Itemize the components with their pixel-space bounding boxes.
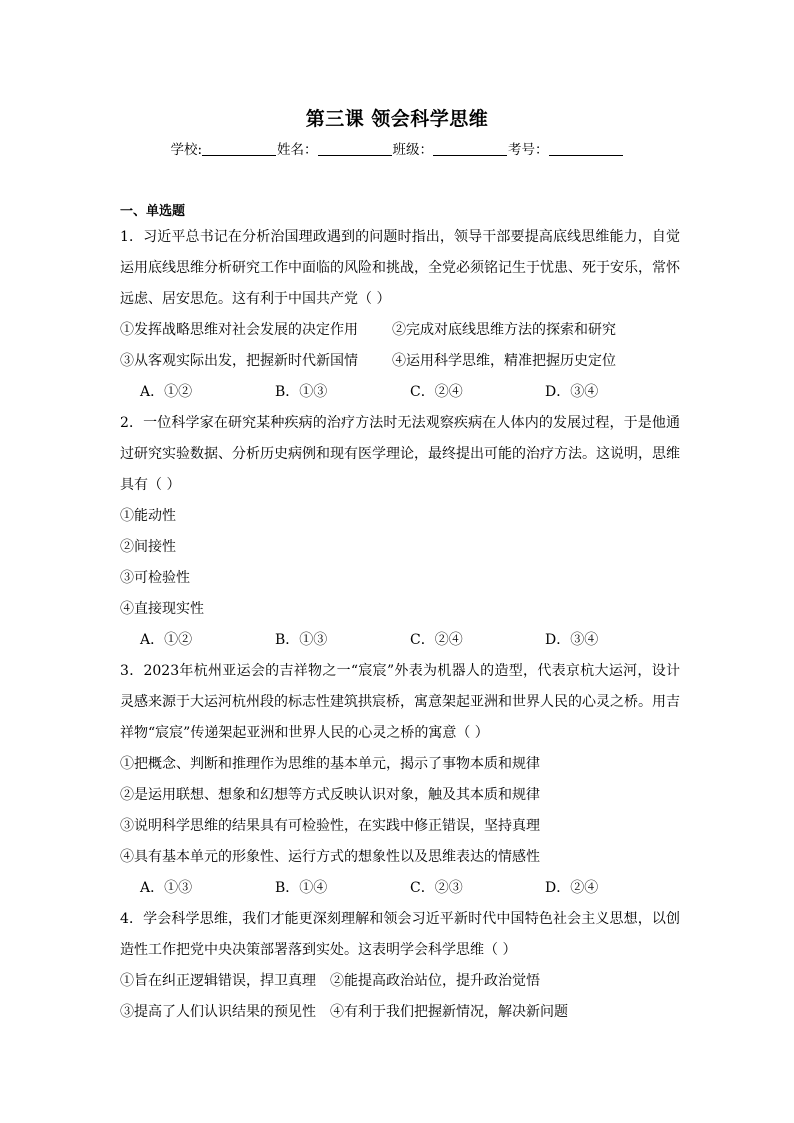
statement-item: ③说明科学思维的结果具有可检验性，在实践中修正错误，坚持真理	[120, 818, 540, 834]
statement-row	[120, 997, 680, 1028]
choice-a[interactable]: A．①③	[140, 880, 193, 896]
page-title: 第三课 领会科学思维	[305, 108, 489, 130]
choice-c[interactable]: C．②④	[410, 384, 463, 400]
section-heading: 一、单选题	[120, 204, 186, 219]
question-stem: 3．2023年杭州亚运会的吉祥物之一“宸宸”外表为机器人的造型，代表京杭大运河，设计灵感来源于大运河杭州段的标志性建筑拱宸桥，寓意架起亚洲和世界人民的心灵之桥。用吉祥物“宸宸”传递架起亚洲和世界人民的心灵之桥的寓意（ ）	[120, 663, 680, 741]
statement-item: ①能动性	[120, 508, 176, 524]
statement-item: ②间接性	[120, 539, 176, 555]
statement-row	[120, 346, 680, 377]
question-stem: 1．习近平总书记在分析治国理政遇到的问题时指出，领导干部要提高底线思维能力，自觉运用底线思维分析研究工作中面临的风险和挑战，全党必须铭记生于忧患、死于安乐，常怀远虑、居安思危。这有利于中国共产党（ ）	[120, 229, 680, 307]
name-blank[interactable]	[318, 141, 392, 156]
answer-choices	[120, 377, 680, 408]
question-1	[120, 222, 680, 408]
choice-a[interactable]: A．①②	[140, 384, 193, 400]
statement-item: ③提高了人们认识结果的预见性	[120, 1004, 316, 1020]
answer-choices	[120, 873, 680, 904]
statement-item: ④有利于我们把握新情况，解决新问题	[330, 1004, 568, 1020]
statement-item: ③从客观实际出发，把握新时代新国情	[120, 353, 358, 369]
statement-item: ②完成对底线思维方法的探索和研究	[392, 322, 616, 338]
statement-item: ①把概念、判断和推理作为思维的基本单元，揭示了事物本质和规律	[120, 756, 540, 772]
exam-number-label: 考号：	[508, 142, 549, 158]
question-3	[120, 656, 680, 904]
statement-item: ④直接现实性	[120, 601, 204, 617]
exam-number-blank[interactable]	[549, 141, 623, 156]
statement-row	[120, 966, 680, 997]
choice-b[interactable]: B．①③	[275, 384, 328, 400]
class-blank[interactable]	[433, 141, 507, 156]
statement-item: ④具有基本单元的形象性、运行方式的想象性以及思维表达的情感性	[120, 849, 540, 865]
class-label: 班级：	[392, 142, 434, 158]
statement-item: ②是运用联想、想象和幻想等方式反映认识对象，触及其本质和规律	[120, 787, 540, 803]
statement-item: ④运用科学思维，精准把握历史定位	[392, 353, 616, 369]
choice-c[interactable]: C．②④	[410, 632, 463, 648]
question-2	[120, 408, 680, 656]
school-label: 学校:	[170, 142, 203, 158]
statement-item: ③可检验性	[120, 570, 190, 586]
statement-item: ①发挥战略思维对社会发展的决定作用	[120, 322, 358, 338]
student-info-line	[0, 138, 794, 158]
statement-item: ①旨在纠正逻辑错误，捍卫真理	[120, 973, 316, 989]
choice-d[interactable]: D．③④	[545, 632, 599, 648]
choice-a[interactable]: A．①②	[140, 632, 193, 648]
answer-choices	[120, 625, 680, 656]
question-stem: 4．学会科学思维，我们才能更深刻理解和领会习近平新时代中国特色社会主义思想，以创造性工作把党中央决策部署落到实处。这表明学会科学思维（ ）	[120, 911, 680, 958]
choice-b[interactable]: B．①③	[275, 632, 328, 648]
statement-row	[120, 315, 680, 346]
name-label: 姓名：	[277, 142, 318, 158]
statement-item: ②能提高政治站位，提升政治觉悟	[330, 973, 540, 989]
choice-d[interactable]: D．③④	[545, 384, 599, 400]
question-4	[120, 904, 680, 1028]
question-stem: 2．一位科学家在研究某种疾病的治疗方法时无法观察疾病在人体内的发展过程，于是他通过研究实验数据、分析历史病例和现有医学理论，最终提出可能的治疗方法。这说明，思维具有（ ）	[120, 415, 680, 493]
choice-c[interactable]: C．②③	[410, 880, 463, 896]
choice-b[interactable]: B．①④	[275, 880, 328, 896]
school-blank[interactable]	[202, 141, 276, 156]
question-area	[120, 202, 680, 1028]
choice-d[interactable]: D．②④	[545, 880, 599, 896]
